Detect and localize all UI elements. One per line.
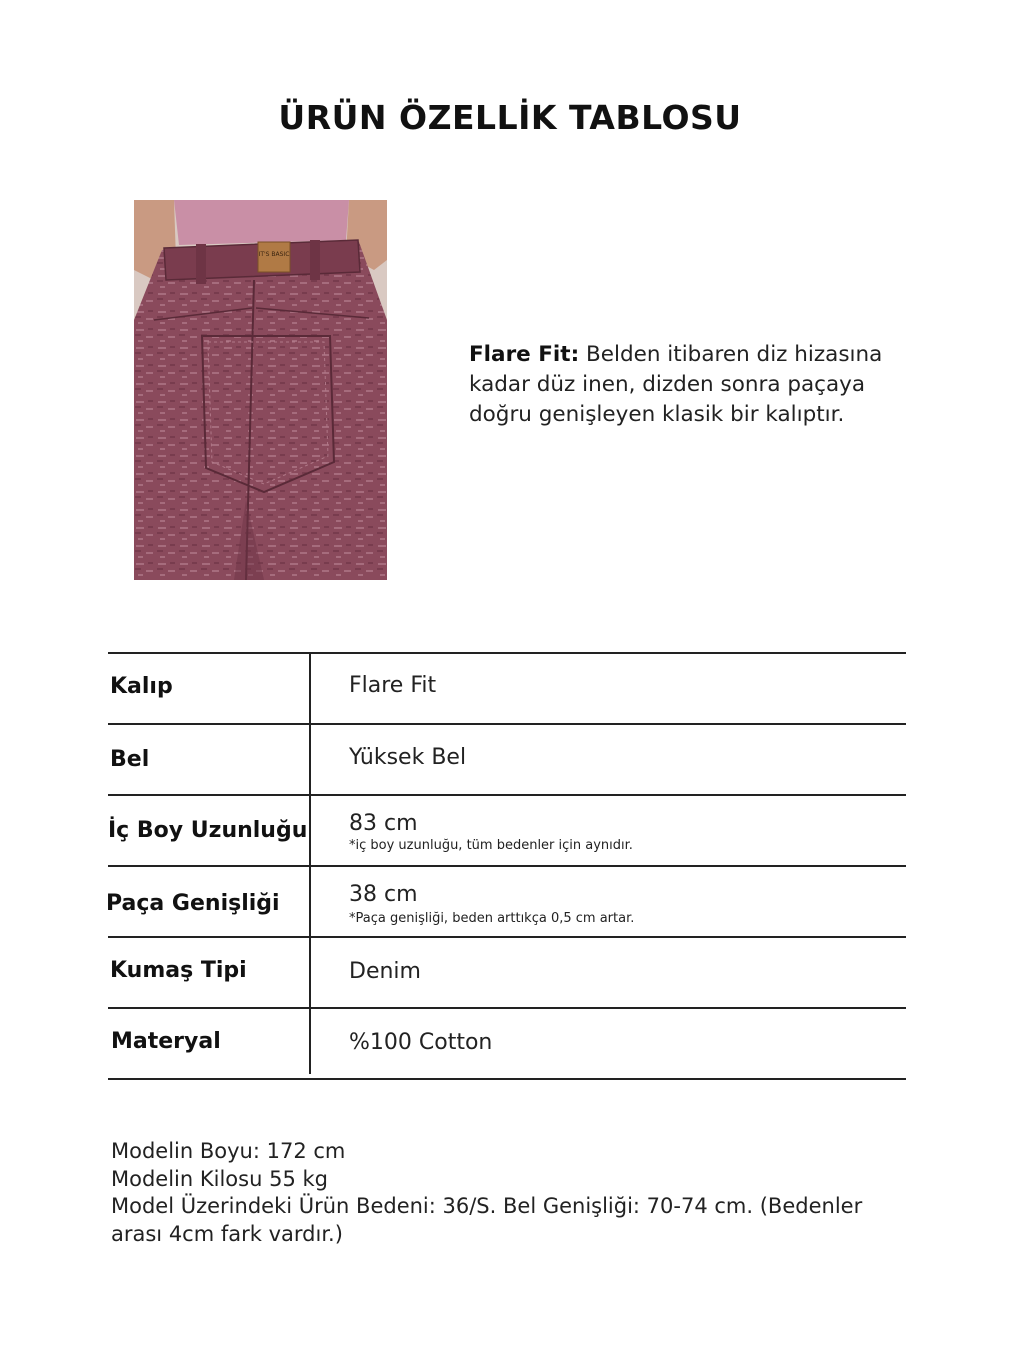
table-row <box>108 723 906 794</box>
spec-table <box>108 652 906 1080</box>
model-height: Modelin Boyu: 172 cm <box>111 1139 346 1163</box>
model-weight: Modelin Kilosu 55 kg <box>111 1166 328 1191</box>
row-value: 83 cm <box>349 811 418 836</box>
table-row <box>108 652 906 723</box>
brand-tag-text: IT'S BASIC <box>258 251 290 258</box>
table-row <box>108 794 906 865</box>
fit-description <box>469 340 929 430</box>
table-row <box>108 865 906 936</box>
row-value: Denim <box>349 959 421 984</box>
row-value: %100 Cotton <box>349 1030 493 1055</box>
page-title: ÜRÜN ÖZELLİK TABLOSU <box>278 98 742 137</box>
row-label: Paça Genişliği <box>106 891 280 916</box>
fit-text: Belden itibaren diz hizasına kadar düz inen, dizden sonra paçaya doğru genişleyen klasik bir kalıptır. <box>469 342 883 427</box>
row-label: Kalıp <box>110 674 173 699</box>
row-value: Yüksek Bel <box>349 745 467 770</box>
row-label: İç Boy Uzunluğu <box>108 818 308 843</box>
fit-term: Flare Fit: <box>469 342 580 367</box>
jeans-back-image <box>134 200 387 580</box>
table-row <box>108 936 906 1007</box>
product-photo <box>134 200 387 580</box>
row-note: *Paça genişliği, beden arttıkça 0,5 cm artar. <box>349 911 635 926</box>
row-value: Flare Fit <box>349 673 437 698</box>
table-row <box>108 1007 906 1080</box>
row-label: Bel <box>110 747 150 772</box>
model-size: Model Üzerindeki Ürün Bedeni: 36/S. Bel Genişliği: 70-74 cm. (Bedenler arası 4cm fark vardır.) <box>111 1194 863 1246</box>
row-value: 38 cm <box>349 882 418 907</box>
model-info <box>111 1138 911 1248</box>
row-label: Kumaş Tipi <box>110 958 247 983</box>
row-label: Materyal <box>111 1029 221 1054</box>
row-note: *iç boy uzunluğu, tüm bedenler için aynıdır. <box>349 838 633 853</box>
